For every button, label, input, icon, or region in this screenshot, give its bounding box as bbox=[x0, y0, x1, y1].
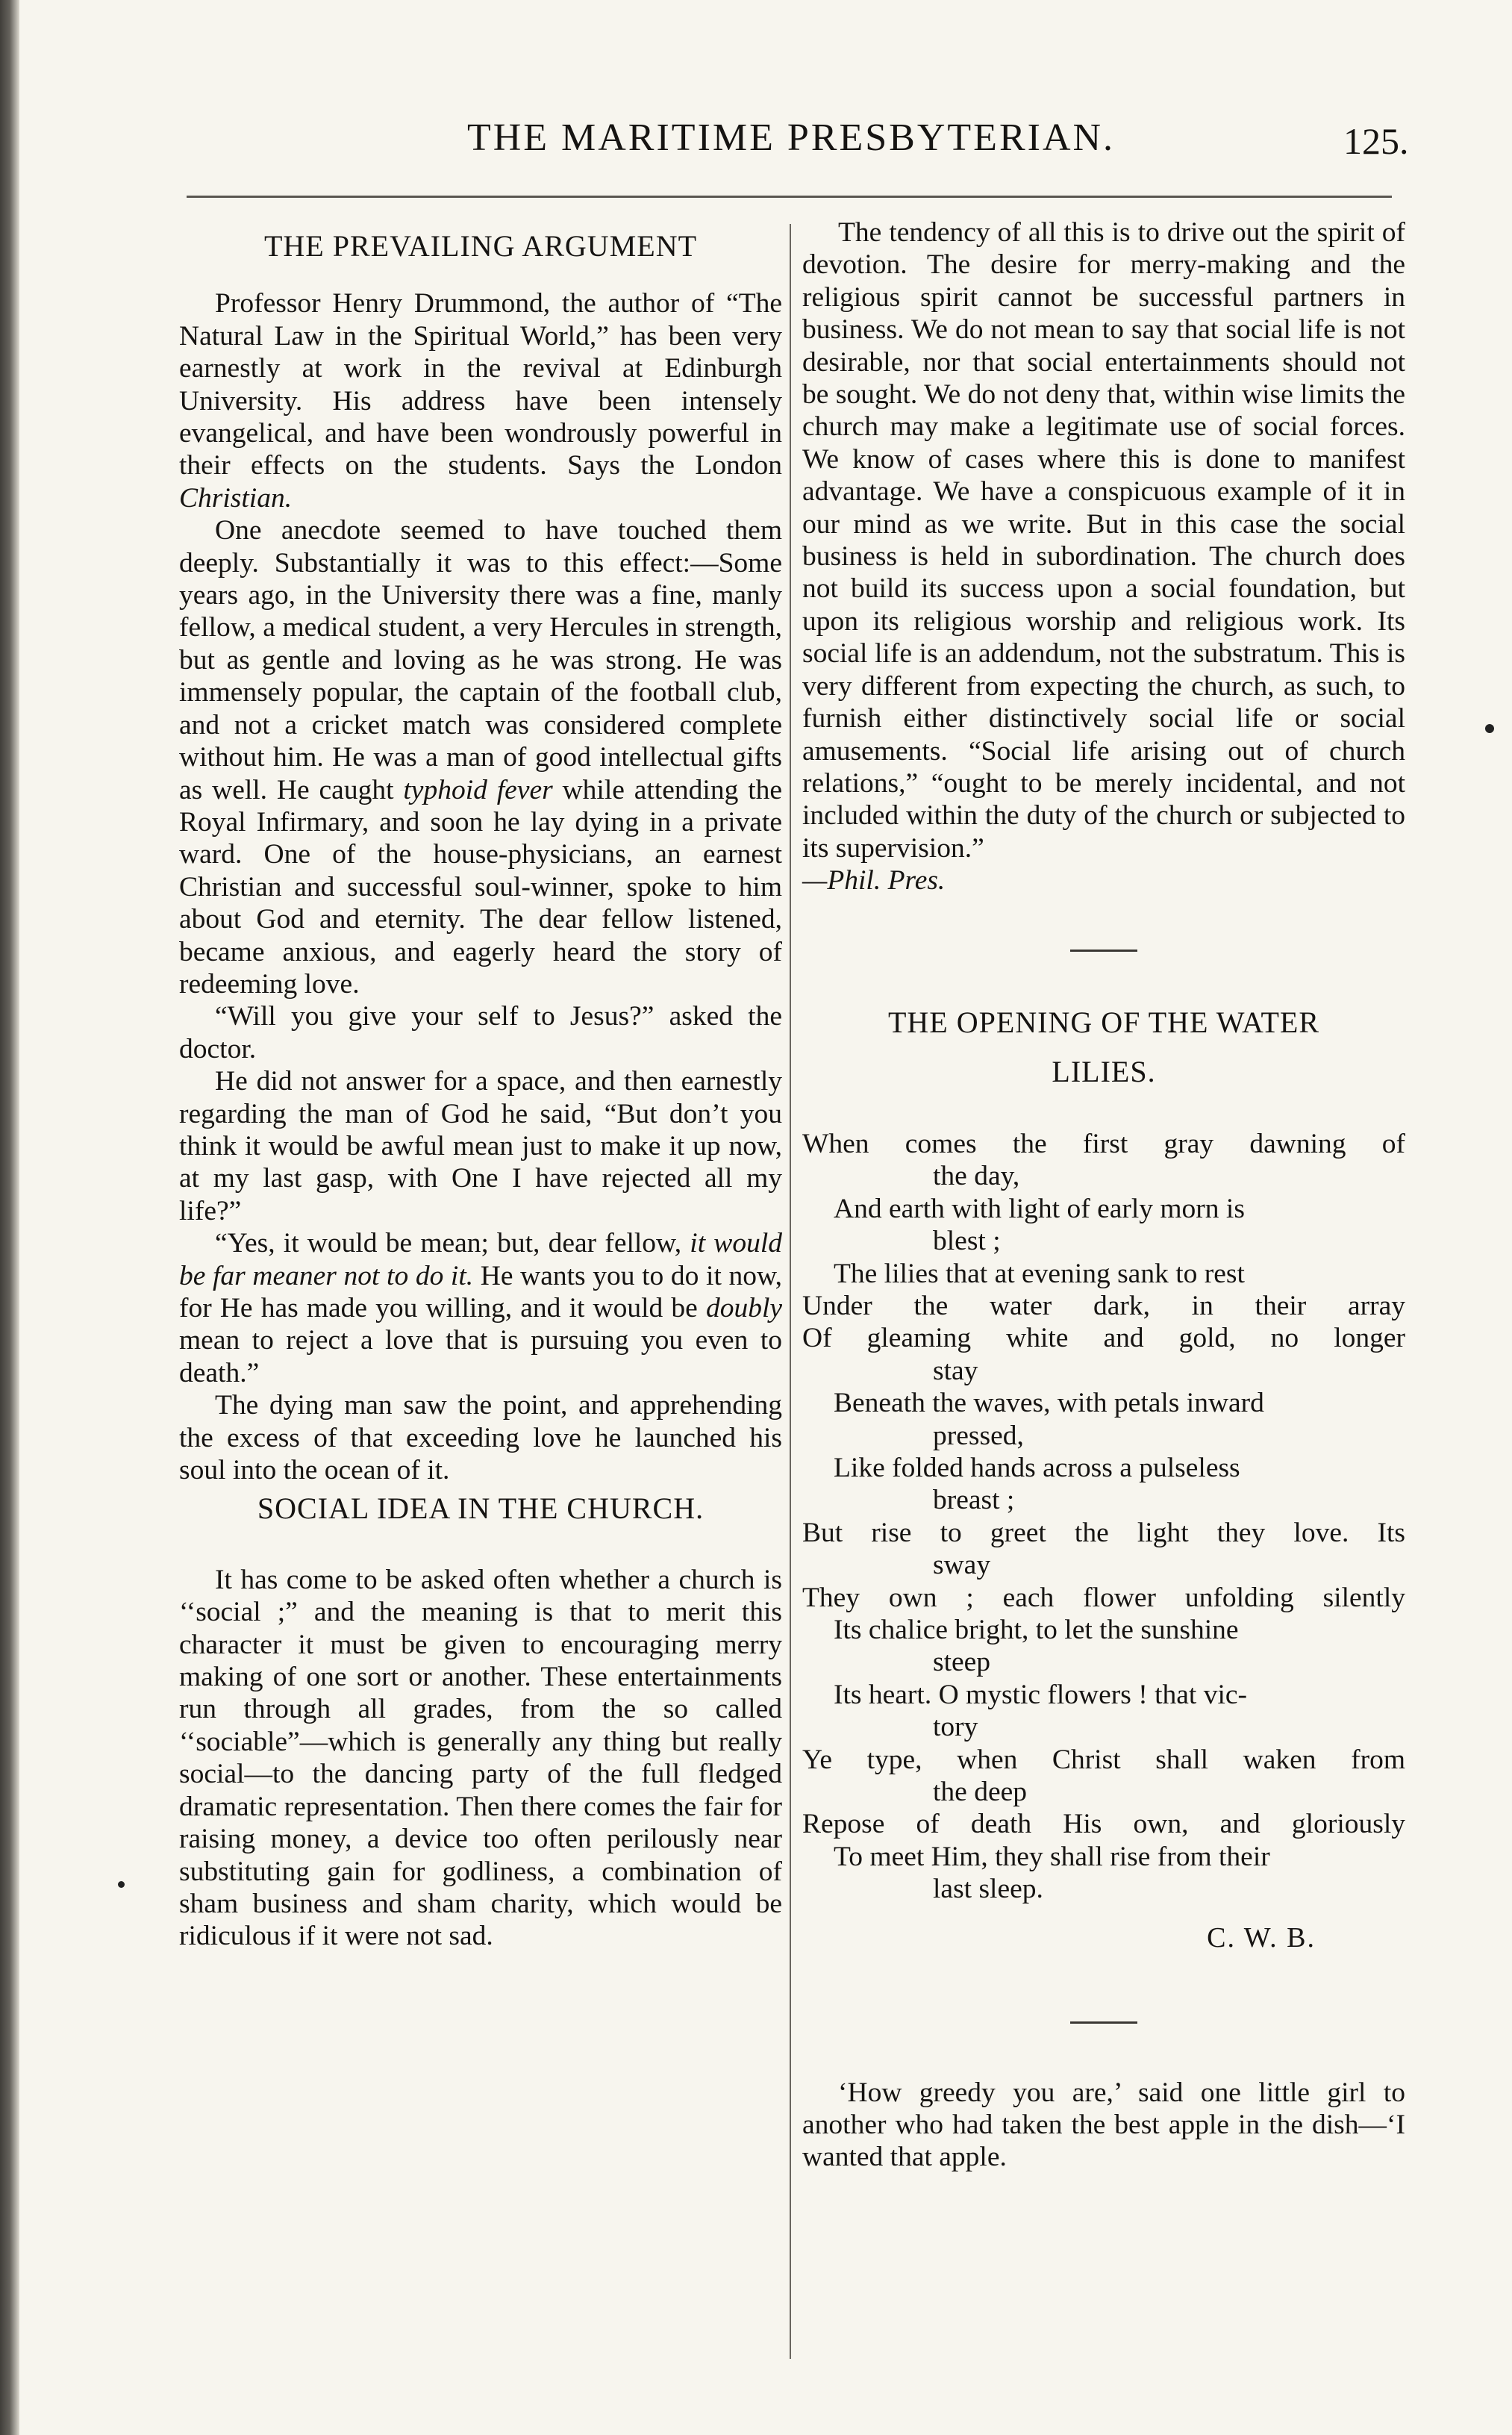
poem-line: Ye type, when Christ shall waken from bbox=[802, 1744, 1405, 1775]
italic-text: it would be far meaner not to do it. bbox=[179, 1228, 782, 1291]
poem-line: breast ; bbox=[933, 1485, 1015, 1516]
poem-line: Its chalice bright, to let the sunshine bbox=[834, 1615, 1239, 1646]
article-paragraph: He did not answer for a space, and then earnestly regarding the man of God he said, “But don’t you think it would be awful mean just to make it up now, at my last gasp, with One I have rejected all my life?” bbox=[179, 1066, 782, 1226]
poem-title bbox=[802, 998, 1405, 1097]
poem-line: Like folded hands across a pulseless bbox=[834, 1453, 1240, 1483]
poem-line: last sleep. bbox=[933, 1874, 1043, 1905]
italic-text: doubly bbox=[705, 1293, 783, 1323]
paragraph-text: “Yes, it would be mean; but, dear fellow, bbox=[215, 1228, 682, 1259]
left-column bbox=[179, 216, 782, 1953]
poem-line: The lilies that at evening sank to rest bbox=[834, 1258, 1245, 1289]
poem-line: Repose of death His own, and gloriously bbox=[802, 1809, 1405, 1840]
paragraph-text: One anecdote seemed to have touched them deeply. Substantially it was to this effect:—Some years ago, in the University there was a fine, manly fellow, a medical student, a very Hercules in strength, but as gentle and loving as he was strong. He was immensely popular, the captain of the football club, and not a cricket match was considered complete without him. He was a man of good intellectual gifts as well. He caught bbox=[179, 515, 782, 805]
poem-line: Under the water dark, in their array bbox=[802, 1290, 1405, 1321]
paragraph-text: He wants you to do it now, for He has made you willing, and it would be bbox=[179, 1260, 783, 1323]
page-binding-edge bbox=[0, 0, 19, 2435]
article-paragraph: The dying man saw the point, and apprehending the excess of that exceeding love he launched his soul into the ocean of it. bbox=[179, 1390, 782, 1486]
poem-line: To meet Him, they shall rise from their bbox=[834, 1841, 1270, 1872]
italic-text: typhoid fever bbox=[403, 774, 553, 805]
article-paragraph bbox=[179, 1227, 782, 1389]
italic-text: Christian. bbox=[179, 482, 293, 514]
article-paragraph bbox=[179, 287, 782, 514]
poem-line: stay bbox=[933, 1355, 978, 1386]
right-column bbox=[802, 216, 1405, 2174]
column-divider bbox=[790, 224, 791, 2359]
poem-body bbox=[802, 1128, 1405, 1906]
poem-line: sway bbox=[933, 1550, 991, 1581]
poem-title-line: THE OPENING OF THE WATER bbox=[887, 1005, 1320, 1039]
poem-line: Of gleaming white and gold, no longer bbox=[802, 1323, 1405, 1354]
article-paragraph: It has come to be asked often whether a church is ‘‘social ;” and the meaning is that to merit this character it must be given to encouraging merry making of one sort or another. These entertainments run through all grades, from the so called ‘‘sociable”—which is generally any thing but really social—to the dancing party of the full fledged dramatic representation. Then there comes the fair for raising money, a device too often perilously near substituting gain for godliness, a combination of sham business and sham charity, which would be ridiculous if it were not sad. bbox=[179, 1564, 782, 1952]
margin-dot bbox=[1485, 724, 1494, 733]
poem-line: steep bbox=[933, 1647, 991, 1678]
margin-dot bbox=[118, 1881, 125, 1888]
poem-line: pressed, bbox=[933, 1420, 1024, 1451]
article-paragraph bbox=[179, 514, 782, 1000]
paragraph-text: mean to reject a love that is pursuing you even to death.” bbox=[179, 1325, 782, 1388]
article-title-social-idea: SOCIAL IDEA IN THE CHURCH. bbox=[257, 1491, 705, 1526]
poem-line: They own ; each flower unfolding silently bbox=[802, 1582, 1405, 1613]
poem-line: blest ; bbox=[933, 1226, 1001, 1257]
page-number: 125. bbox=[1343, 120, 1409, 162]
poem-line: But rise to greet the light they love. Its bbox=[802, 1517, 1405, 1548]
poem-line: When comes the first gray dawning of bbox=[802, 1128, 1405, 1159]
article-title-prevailing-argument: THE PREVAILING ARGUMENT bbox=[263, 229, 698, 263]
poem-line: And earth with light of early morn is bbox=[834, 1193, 1245, 1224]
poem-line: the day, bbox=[933, 1161, 1020, 1192]
paragraph-text: Professor Henry Drummond, the author of “The Natural Law in the Spiritual World,” has been very earnestly at work in the revival at Edinburgh University. His address have been intensely evangelical, and have been wondrously powerful in their effects on the students. Says the London bbox=[179, 288, 782, 481]
poem-line: Beneath the waves, with petals inward bbox=[834, 1388, 1264, 1419]
article-attribution: —Phil. Pres. bbox=[802, 865, 946, 897]
header-rule bbox=[187, 196, 1392, 198]
anecdote-paragraph: ‘How greedy you are,’ said one little girl to another who had taken the best apple in the dish—‘I wanted that apple. bbox=[802, 2077, 1405, 2173]
poem-line: Its heart. O mystic flowers ! that vic- bbox=[834, 1679, 1248, 1710]
section-separator bbox=[802, 927, 1405, 959]
paragraph-text: while attending the Royal Infirmary, and soon he lay dying in a private ward. One of the house-physicians, an earnest Christian and successful soul-winner, spoke to him about God and eternity. The dear fellow listened, became anxious, and eagerly heard the story of redeeming love. bbox=[179, 774, 783, 1000]
poem-line: tory bbox=[933, 1712, 978, 1743]
article-continuation: The tendency of all this is to drive out the spirit of devotion. The desire for merry-making and the religious spirit cannot be successful partners in business. We do not mean to say that social life is not desirable, nor that social entertainments should not be sought. We do not deny that, within wise limits the church may make a legitimate use of social forces. We know of cases where this is done to manifest advantage. We have a conspicuous example of it in our mind as we write. But in this case the social business is held in subordination. The church does not build its success upon a social foundation, but upon its religious worship and religious work. Its social life is an addendum, not the substratum. This is very different from expecting the church, as such, to furnish either distinctively social life or social amusements. “Social life arising out of church relations,” “ought to be merely incidental, and not included within the duty of the church or subjected to its supervision.” bbox=[802, 217, 1405, 864]
article-paragraph: “Will you give your self to Jesus?” asked the doctor. bbox=[179, 1001, 782, 1064]
section-separator bbox=[802, 1999, 1405, 2031]
running-title: THE MARITIME PRESBYTERIAN. bbox=[466, 116, 1116, 159]
poem-line: the deep bbox=[933, 1777, 1027, 1808]
poem-title-line: LILIES. bbox=[1052, 1054, 1156, 1088]
poem-signature: C. W. B. bbox=[1207, 1921, 1316, 1954]
